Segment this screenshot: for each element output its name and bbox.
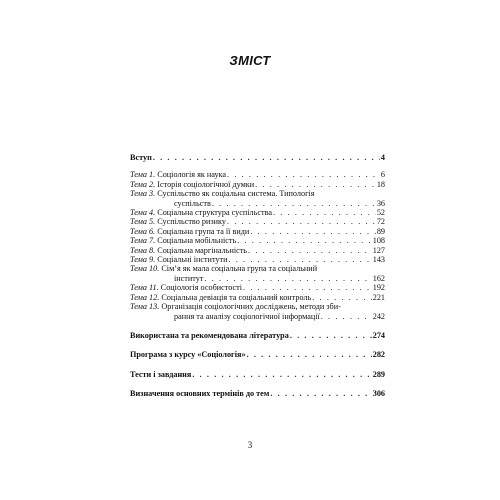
toc-topic-text: рання та аналізу соціологічної інформації (174, 311, 320, 321)
toc-topic-title (130, 283, 242, 292)
leader-dots (243, 283, 372, 292)
toc-topic-continuation (130, 199, 385, 208)
toc-entry-terms[interactable] (130, 389, 385, 398)
toc-topic-label: Тема 2. (130, 179, 156, 189)
toc-entry-topic-1[interactable] (130, 170, 385, 179)
toc-topic-text: Соціальна девіація та соціальний контроль (161, 292, 312, 302)
toc-topic-text: Соціальні інститути (157, 255, 228, 265)
toc-entry-label: Використана та рекомендована література (130, 330, 289, 340)
toc-page-number: 192 (372, 283, 385, 293)
leader-dots (312, 293, 371, 302)
toc-page-number: 162 (372, 273, 385, 283)
toc-page-number: 108 (372, 236, 385, 246)
toc-topic-text: Соціологія особистості (160, 283, 243, 293)
toc-topic-label: Тема 13. (130, 302, 160, 312)
toc-topic-title (130, 217, 226, 226)
toc-topic-title (130, 236, 236, 245)
toc-topic-text: Соціологія як наука (157, 170, 227, 180)
leader-dots (290, 331, 372, 340)
toc-entry-topic-4[interactable] (130, 208, 385, 217)
toc-topic-continuation (130, 274, 385, 283)
toc-entry-topic-6[interactable] (130, 227, 385, 236)
toc-topic-continuation (130, 312, 385, 321)
toc-topic-title (130, 170, 226, 179)
toc-entry-program[interactable] (130, 350, 385, 359)
leader-dots (227, 170, 380, 179)
toc-page-number: 282 (372, 350, 385, 360)
toc-topic-label: Тема 7. (130, 236, 156, 246)
leader-dots (212, 199, 376, 208)
toc-topic-text: суспільств (174, 198, 211, 208)
leader-dots (273, 208, 376, 217)
toc-entry-label: Програма з курсу «Соціологія» (130, 350, 246, 360)
toc-page-number: 242 (372, 311, 385, 321)
toc-page-number: 89 (376, 226, 385, 236)
page-number: 3 (247, 440, 253, 450)
toc-page-number: 143 (372, 255, 385, 265)
toc-page-number: 6 (380, 170, 385, 180)
leader-dots (153, 153, 380, 162)
toc-topic-label: Тема 12. (130, 292, 160, 302)
toc-topic-label: Тема 3. (130, 189, 156, 199)
toc-entry-topic-8[interactable] (130, 246, 385, 255)
toc-page-number: 18 (376, 179, 385, 189)
leader-dots (321, 312, 372, 321)
toc-entry-label: Тести і завдання (130, 369, 192, 379)
toc-topic-label: Тема 1. (130, 170, 156, 180)
leader-dots (227, 217, 376, 226)
toc-topic-label: Тема 4. (130, 208, 156, 218)
toc-topic-text: Сім’я як мала соціальна група та соціальний (161, 264, 318, 274)
leader-dots (255, 180, 376, 189)
toc-entry-topic-3[interactable] (130, 189, 385, 198)
toc-topic-text: Соціальна структура суспільства (157, 208, 272, 218)
toc-topic-text: Соціальна мобільність (157, 236, 237, 246)
toc-page-number: 127 (372, 245, 385, 255)
toc-topic-label: Тема 6. (130, 226, 156, 236)
toc-topic-title (130, 180, 254, 189)
toc-topic-text: Суспільство як соціальна система. Типологія (157, 189, 315, 199)
toc-topic-title (130, 255, 227, 264)
toc-page-number: 289 (372, 369, 385, 379)
toc-page-number: 72 (376, 217, 385, 227)
leader-dots (270, 389, 371, 398)
toc-topic-text: Історія соціологічної думки (157, 179, 255, 189)
toc-entry-topic-11[interactable] (130, 283, 385, 292)
leader-dots (204, 274, 371, 283)
toc-entry-topic-13[interactable] (130, 302, 385, 311)
table-of-contents (130, 153, 385, 399)
toc-topic-label: Тема 10. (130, 264, 160, 274)
toc-topic-label: Тема 5. (130, 217, 156, 227)
toc-entry-topic-9[interactable] (130, 255, 385, 264)
toc-topic-title (130, 246, 247, 255)
toc-topics-list (130, 170, 385, 321)
toc-entry-topic-5[interactable] (130, 217, 385, 226)
toc-entry-topic-7[interactable] (130, 236, 385, 245)
toc-topic-title (130, 293, 311, 302)
toc-entry-tests[interactable] (130, 370, 385, 379)
toc-entry-label: Визначення основних термінів до тем (130, 389, 270, 399)
leader-dots (237, 236, 372, 245)
toc-entry-topic-2[interactable] (130, 180, 385, 189)
toc-page-number: 52 (376, 208, 385, 218)
toc-entry-topic-12[interactable] (130, 293, 385, 302)
toc-topic-title (130, 227, 249, 236)
toc-topic-text: Організація соціологічних досліджень, методи зби- (161, 302, 341, 312)
leader-dots (250, 227, 376, 236)
toc-topic-title (130, 208, 272, 217)
toc-entry-intro[interactable] (130, 153, 385, 162)
toc-topic-label: Тема 8. (130, 245, 156, 255)
toc-entry-literature[interactable] (130, 331, 385, 340)
toc-entry-label: Вступ (130, 153, 152, 162)
toc-entry-topic-10[interactable] (130, 264, 385, 273)
leader-dots (248, 246, 372, 255)
leader-dots (228, 255, 371, 264)
toc-page-number: 221 (372, 292, 385, 302)
toc-page-number: 306 (372, 389, 385, 399)
toc-page-number: 274 (372, 330, 385, 340)
toc-topic-text: інститут (174, 273, 204, 283)
toc-topic-text: Суспільство ризику (157, 217, 226, 227)
toc-topic-text: Соціальна група та її види (157, 226, 250, 236)
toc-page-number: 36 (376, 198, 385, 208)
toc-topic-label: Тема 9. (130, 255, 156, 265)
toc-topic-text: Соціальна маргінальність (157, 245, 248, 255)
toc-topic-label: Тема 11. (130, 283, 159, 293)
leader-dots (192, 370, 371, 379)
page-title: ЗМІСТ (229, 53, 271, 68)
leader-dots (247, 350, 372, 359)
toc-page-number: 4 (380, 153, 385, 162)
